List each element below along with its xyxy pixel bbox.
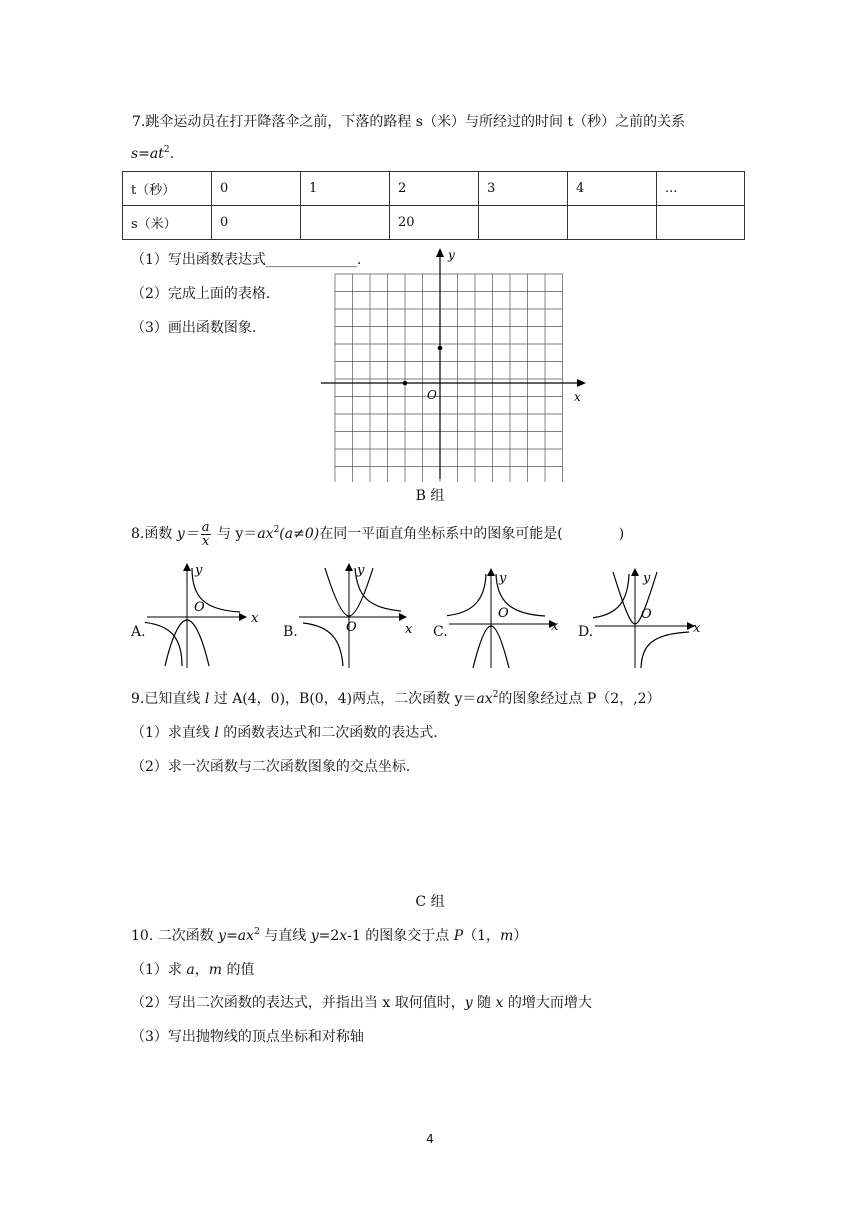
q8-ax: ax [257, 526, 274, 542]
q10-s2-a: （2）写出二次函数的表达式，并指出当 x 取何值时， [131, 995, 465, 1011]
hyperbola-branch [447, 574, 486, 616]
group-b-heading: B 组 [415, 488, 445, 504]
q10-exp: 2 [254, 927, 260, 937]
q10-a7: -1 的图象交于点 [347, 928, 454, 944]
x-axis-arrow [399, 613, 407, 621]
grid-lines [335, 274, 563, 482]
q10-a6: x [339, 928, 348, 944]
q7-sub2: （2）完成上面的表格. [131, 286, 271, 302]
q9-text-a: 9.已知直线 [131, 691, 205, 707]
q8-option-d-label: D. [578, 624, 594, 640]
q8-close: ) [618, 526, 625, 542]
q7-sub1-text: （1）写出函数表达式 [131, 252, 266, 268]
origin-label: O [498, 606, 509, 621]
q8-option-a-graph [145, 560, 263, 670]
y-axis-arrow [345, 563, 353, 571]
q8-stem [131, 520, 624, 548]
table-cell: 1 [301, 172, 390, 206]
grid-point [403, 381, 408, 386]
table-cell: 3 [479, 172, 568, 206]
y-axis-arrow [183, 563, 191, 571]
q8-option-a-label: A. [131, 624, 146, 640]
q10-s2-d: x [495, 995, 504, 1011]
y-axis-arrow [631, 568, 639, 576]
page-number: 4 [426, 1132, 434, 1146]
q8-option-d-graph [593, 560, 711, 670]
q10-s2-b: y [464, 995, 473, 1011]
q8-y-eq: y＝ [176, 526, 199, 542]
q10-s1-e: 的值 [222, 962, 255, 978]
q10-s2-c: 随 [472, 995, 496, 1011]
table-cell [568, 206, 657, 240]
q8-option-c-label: C. [433, 624, 448, 640]
origin-label: O [641, 607, 652, 622]
q10-a10: m [500, 928, 514, 944]
q9-exp: 2 [492, 690, 499, 700]
q10-s1-c: ， [194, 962, 209, 978]
table-row [123, 206, 745, 240]
q8-option-c-graph [447, 560, 565, 670]
q8-frac-den: x [201, 533, 210, 549]
q10-s1-a: （1）求 [131, 962, 187, 978]
group-c-heading: C 组 [415, 894, 445, 910]
q8-mid: 与 y＝ [212, 526, 258, 542]
q7-formula-exp: 2 [163, 145, 170, 155]
q8-prefix: 8.函数 [131, 526, 177, 542]
origin-label: O [346, 620, 357, 635]
q9-l: l [204, 691, 210, 707]
table-cell [301, 206, 390, 240]
q9-ax: ax [476, 691, 493, 707]
q10-a4: y [310, 928, 319, 944]
q10-a5: =2 [318, 928, 340, 944]
q9-sub1-a: （1）求直线 [131, 725, 215, 741]
table-cell [657, 206, 745, 240]
q8-suffix: 在同一平面直角坐标系中的图象可能是( [319, 526, 563, 542]
q10-sub2 [131, 993, 592, 1013]
table-cell: 4 [568, 172, 657, 206]
q10-s2-e: 的增大而增大 [503, 995, 592, 1011]
q9-stem [131, 689, 661, 709]
x-axis-arrow [577, 379, 586, 387]
hyperbola-branch [303, 623, 343, 666]
q10-a9: （1， [463, 928, 501, 944]
x-axis-label: x [405, 622, 413, 637]
q10-s1-b: a [186, 962, 195, 978]
q10-stem [131, 926, 527, 946]
q8-fraction [201, 521, 211, 548]
table-row [123, 172, 745, 206]
q9-sub1 [131, 723, 438, 743]
q10-sub3: （3）写出抛物线的顶点坐标和对称轴 [131, 1029, 364, 1045]
table-cell: s（米） [123, 206, 212, 240]
q7-sub3: （3）画出函数图象. [131, 320, 257, 336]
grid-point [438, 346, 443, 351]
q9-text-c: 的图象经过点 P（2，,2） [498, 691, 661, 707]
table-cell: 0 [212, 172, 301, 206]
y-axis-arrow [487, 568, 495, 576]
table-cell: 0 [212, 206, 301, 240]
q10-s1-d: m [208, 962, 222, 978]
y-axis-arrow [436, 248, 444, 257]
origin-label: O [194, 600, 205, 615]
q7-formula-end: . [169, 146, 175, 162]
y-axis-label: y [448, 248, 455, 262]
q10-a3: 与直线 [259, 928, 311, 944]
q7-formula [131, 144, 174, 164]
q10-sub1 [131, 960, 254, 980]
hyperbola-branch [641, 632, 689, 668]
x-axis-arrow [239, 613, 247, 621]
x-axis-label: x [251, 611, 259, 626]
q8-cond: (a≠0) [279, 526, 320, 542]
y-axis-label: y [499, 571, 507, 586]
hyperbola-branch [593, 574, 629, 618]
q10-a1: 10. 二次函数 [131, 928, 219, 944]
y-axis-label: y [195, 563, 203, 578]
q7-stem: 7.跳伞运动员在打开降落伞之前，下落的路程 s（米）与所经过的时间 t（秒）之前的关系 [132, 114, 686, 130]
q8-exp: 2 [273, 525, 280, 535]
q10-a11: ） [513, 928, 528, 944]
q8-option-b-label: B. [283, 624, 298, 640]
q8-option-b-graph [297, 560, 415, 670]
q10-a8: P [453, 928, 464, 944]
table-cell: ... [657, 172, 745, 206]
y-axis-label: y [357, 563, 365, 578]
table-cell: t（秒） [123, 172, 212, 206]
q9-sub1-b: 的函数表达式和二次函数的表达式. [218, 725, 438, 741]
x-axis-label: x [551, 619, 559, 634]
q9-sub1-l: l [214, 725, 219, 741]
y-axis-label: y [643, 571, 651, 586]
x-axis-label: x [693, 621, 701, 636]
x-axis-label: x [574, 390, 581, 404]
q7-table [122, 171, 745, 240]
q9-text-b: 过 A(4，0)，B(0，4)两点，二次函数 y＝ [209, 691, 477, 707]
q9-sub2: （2）求一次函数与二次函数图象的交点坐标. [131, 759, 411, 775]
q7-formula-s: s=at [131, 146, 164, 162]
table-cell [479, 206, 568, 240]
table-cell: 20 [390, 206, 479, 240]
q8-frac-num: a [201, 519, 210, 535]
hyperbola-branch [145, 622, 182, 666]
q7-sub1-blank: _____________. [265, 252, 362, 268]
table-cell: 2 [390, 172, 479, 206]
origin-label: O [427, 388, 437, 402]
q7-grid-figure [316, 242, 592, 482]
q10-a2: y=ax [218, 928, 255, 944]
